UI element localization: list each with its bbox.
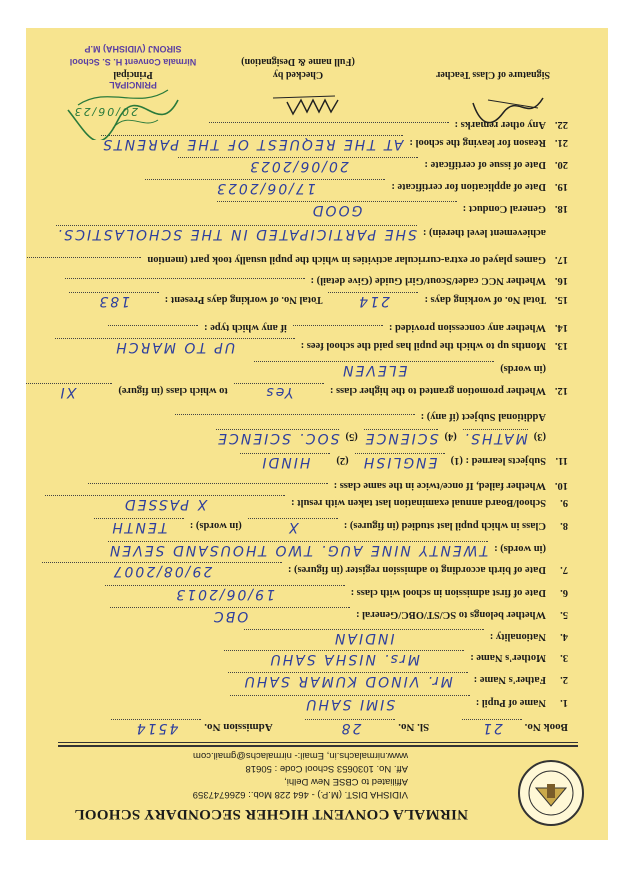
field-value: OBC xyxy=(110,607,350,624)
field-row xyxy=(48,292,568,309)
checked-by-signature xyxy=(263,90,343,120)
field-row xyxy=(48,495,568,512)
field-row xyxy=(48,695,568,712)
field-row xyxy=(48,650,568,667)
field-number: 13. xyxy=(554,340,568,351)
field-value: SCIENCE xyxy=(363,430,439,446)
field-row xyxy=(48,383,568,400)
field-label: Reason for leaving the school : xyxy=(409,137,546,148)
field-number: 18. xyxy=(554,203,568,214)
principal-date: 20/06/23 xyxy=(72,105,138,118)
field-row xyxy=(48,275,568,286)
field-number: 4. xyxy=(560,631,568,642)
field-label: Games played or extra-curricular activities in which the pupil usually took part (mention xyxy=(147,254,546,265)
field-number: 10. xyxy=(554,480,568,491)
field-label: Whether promotion granted to the higher class : xyxy=(329,385,546,396)
field-value: 20/06/2023 xyxy=(178,157,418,174)
field-number: 9. xyxy=(560,497,568,508)
field-row xyxy=(48,429,568,446)
field-value: SHE PARTICIPATED IN THE SCHOLASTICS. xyxy=(55,226,417,242)
field-row xyxy=(48,480,568,491)
field-value xyxy=(108,325,198,326)
field-row xyxy=(48,672,568,689)
school-name: NIRMALA CONVENT HIGHER SECONDARY SCHOOL xyxy=(74,806,468,822)
field-value: HINDI xyxy=(240,453,330,470)
field-value: ELEVEN xyxy=(254,361,494,378)
admission-no-value: 4514 xyxy=(112,719,202,736)
field-label: Whether failed, If once/twice in the same class : xyxy=(333,480,546,491)
field-value: AT THE REQUEST OF THE PARENTS xyxy=(101,136,404,152)
checked-by-label: Checked by xyxy=(272,69,324,80)
field-number: 22. xyxy=(554,119,568,130)
field-value xyxy=(209,122,449,123)
field-label: Mother's Name : xyxy=(470,652,546,663)
field-value xyxy=(65,278,305,279)
field-number: 17. xyxy=(554,254,568,265)
class-teacher-label: Signature of Class Teacher xyxy=(436,69,550,80)
field-value: 214 xyxy=(328,292,418,309)
field-label: (in words) : xyxy=(494,543,546,554)
field-number: 6. xyxy=(560,587,568,598)
field-row xyxy=(48,411,568,422)
book-row xyxy=(112,719,569,736)
field-number: 16. xyxy=(554,275,568,286)
field-value: SOC. SCIENCE xyxy=(216,430,340,446)
field-row xyxy=(48,585,568,602)
field-label: Total No. of working days : xyxy=(424,294,546,305)
field-row xyxy=(48,254,568,265)
school-affiliation-no: Aff. No. 1030653 School Code : 50618 xyxy=(245,763,408,774)
field-value xyxy=(26,257,141,258)
field-value xyxy=(293,325,383,326)
field-number: 3. xyxy=(560,652,568,663)
field-row xyxy=(48,322,568,333)
field-label: achievement level therein) : xyxy=(422,227,546,238)
school-web: www.nirmalachs.in, Email:- nirmalachs@gmail.com xyxy=(192,750,408,761)
field-value: Mrs. NISHA SAHU xyxy=(224,650,464,667)
field-value: TWENTY NINE AUG. TWO THOUSAND SEVEN xyxy=(107,542,489,558)
field-number: 11. xyxy=(555,455,568,466)
field-label: (in words) xyxy=(500,363,546,374)
field-number: 1. xyxy=(560,697,568,708)
field-number: 12. xyxy=(554,385,568,396)
field-label: General Conduct : xyxy=(462,203,546,214)
field-label: (4) xyxy=(444,431,457,442)
principal-label: Principal xyxy=(113,69,153,80)
field-label: Any other remarks : xyxy=(454,119,546,130)
sl-no-value: 28 xyxy=(305,719,395,736)
field-row xyxy=(48,453,568,470)
field-label: (3) xyxy=(533,431,546,442)
field-row xyxy=(48,338,568,355)
field-label: Whether any concession provided : xyxy=(388,322,546,333)
field-label: Subjects learned : (1) xyxy=(450,455,546,466)
field-value: ENGLISH xyxy=(355,453,445,470)
field-number: 7. xyxy=(560,564,568,575)
field-label: if any which type : xyxy=(204,322,287,333)
field-row xyxy=(48,629,568,646)
book-no-value: 21 xyxy=(462,719,522,736)
stamp-title: PRINCIPAL xyxy=(109,80,157,90)
field-label: (2) xyxy=(336,455,349,466)
field-value: TENTH xyxy=(94,518,184,535)
field-number: 19. xyxy=(554,181,568,192)
field-number: 20. xyxy=(554,159,568,170)
field-row xyxy=(48,157,568,174)
field-value: X xyxy=(248,518,338,535)
sl-no-label: Sl. No. xyxy=(398,721,430,733)
field-value xyxy=(175,414,415,415)
school-affiliation: Affiliated to CBSE New Delhi, xyxy=(284,776,408,787)
field-value: 183 xyxy=(69,292,159,309)
field-value: GOOD xyxy=(217,201,457,218)
school-address: VIDISHA DIST. (M.P.) - 464 228 Mob.: 6266747359 xyxy=(192,789,408,800)
book-no-label: Book No. xyxy=(524,721,568,733)
field-value: INDIAN xyxy=(244,629,484,646)
field-label: Date of birth according to admission register (in figures) : xyxy=(287,564,546,575)
field-label: Father's Name : xyxy=(473,674,546,685)
field-number: 2. xyxy=(560,674,568,685)
field-label: Nationality : xyxy=(489,631,546,642)
field-number: 5. xyxy=(560,609,568,620)
field-value: MATHS. xyxy=(462,430,528,446)
field-value: X PASSED xyxy=(45,495,285,512)
checked-by-subtitle: (Full name & Designation) xyxy=(241,56,355,67)
field-number: 14. xyxy=(554,322,568,333)
field-value: Mr. VINOD KUMAR SAHU xyxy=(228,672,468,689)
admission-no-label: Admission No. xyxy=(204,721,273,733)
field-row xyxy=(48,562,568,579)
stamp-line-2: SIRONJ (VIDISHA) M.P xyxy=(84,44,182,54)
field-label: Whether belongs to SC/ST/OBC/General : xyxy=(356,609,546,620)
field-row xyxy=(48,201,568,218)
field-row xyxy=(48,225,568,242)
class-teacher-signature xyxy=(468,88,548,128)
certificate-page xyxy=(26,28,608,840)
field-label: (in words) : xyxy=(189,520,242,531)
field-label: Name of Pupil : xyxy=(475,697,546,708)
field-label: Date of first admission in school with class : xyxy=(350,587,546,598)
field-value: XI xyxy=(26,383,112,400)
field-label: Whether NCC cadet/Scout/Girl Guide (Give detail) : xyxy=(310,275,546,286)
field-value: 19/06/2013 xyxy=(105,585,345,602)
school-logo-icon xyxy=(516,758,586,828)
field-value: UP TO MARCH xyxy=(55,338,295,355)
field-label: Date of application for certificate : xyxy=(391,181,546,192)
header-divider-thin xyxy=(58,742,578,743)
field-row xyxy=(48,518,568,535)
field-row xyxy=(48,361,568,378)
field-label: Class in which pupil last studied (in figures) : xyxy=(343,520,546,531)
rotated-document xyxy=(26,28,608,840)
field-row xyxy=(48,541,568,558)
field-value: SIMI SAHU xyxy=(230,695,470,712)
field-label: Months up to which the pupil has paid the school fees : xyxy=(300,340,546,351)
field-value: 17/06/2023 xyxy=(145,179,385,196)
field-row xyxy=(48,179,568,196)
field-number: 8. xyxy=(560,520,568,531)
field-label: School/Board annual examination last taken with result : xyxy=(290,497,546,508)
field-number: 15. xyxy=(554,294,568,305)
stamp-line-1: Nirmala Convent H. S. School xyxy=(69,57,197,67)
field-number: 21. xyxy=(554,137,568,148)
header-divider xyxy=(58,745,578,747)
field-label: to which class (in figure) xyxy=(118,385,228,396)
field-label: Date of issue of certificate : xyxy=(424,159,546,170)
field-label: Additional Subject (if any) : xyxy=(420,411,546,422)
field-value: Yes xyxy=(234,383,324,400)
field-row xyxy=(48,607,568,624)
field-value: 29/08/2007 xyxy=(42,562,282,579)
field-label: Total No. of working days Present : xyxy=(164,294,323,305)
field-label: (5) xyxy=(345,431,358,442)
field-value xyxy=(88,483,328,484)
